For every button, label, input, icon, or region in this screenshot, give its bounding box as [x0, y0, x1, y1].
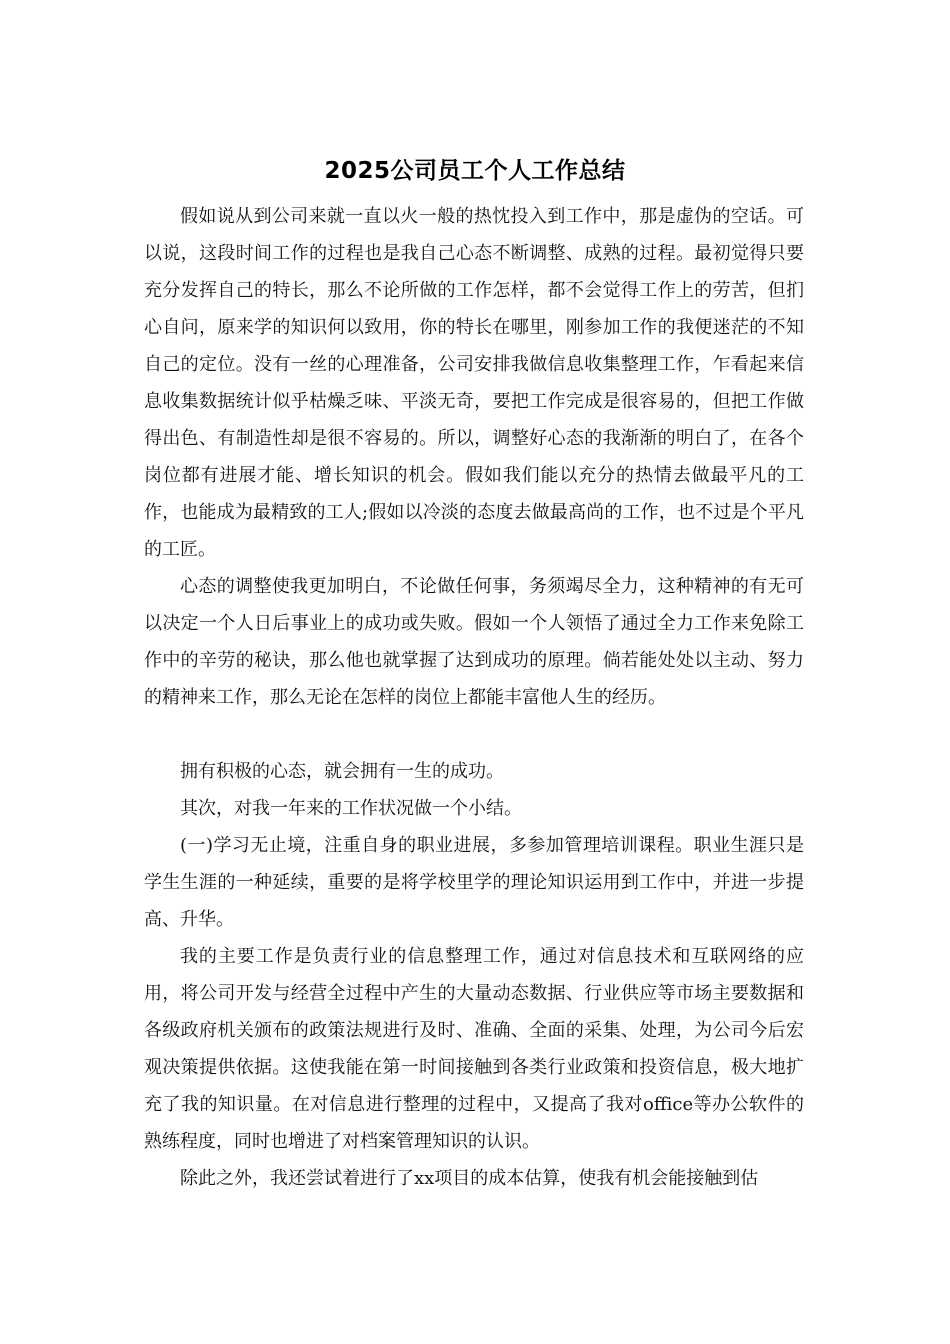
paragraph-3: 拥有积极的心态，就会拥有一生的成功。 — [180, 761, 504, 782]
paragraph-4: 其次，对我一年来的工作状况做一个小结。 — [180, 798, 522, 819]
paragraph-5: (一)学习无止境，注重自身的职业进展，多参加管理培训课程。职业生涯只是学生生涯的一种延续，重要的是将学校里学的理论知识运用到工作中，并进一步提高、升华。 — [144, 835, 804, 930]
paragraph-6: 我的主要工作是负责行业的信息整理工作，通过对信息技术和互联网络的应用，将公司开发与经营全过程中产生的大量动态数据、行业供应等市场主要数据和各级政府机关颁布的政策法规进行及时、准确、全面的采集、处理，为公司今后宏观决策提供依据。这使我能在第一时间接触到各类行业政策和投资信息，极大地扩充了我的知识量。在对信息进行整理的过程中，又提高了我对office等办公软件的熟练程度，同时也增进了对档案管理知识的认识。 — [144, 946, 804, 1152]
page-title: 2025公司员工个人工作总结 — [324, 158, 626, 184]
document-body — [144, 198, 804, 1197]
paragraph-7: 除此之外，我还尝试着进行了xx项目的成本估算，使我有机会能接触到估 — [180, 1168, 759, 1189]
paragraph-1: 假如说从到公司来就一直以火一般的热忱投入到工作中，那是虚伪的空话。可以说，这段时间工作的过程也是我自己心态不断调整、成熟的过程。最初觉得只要充分发挥自己的特长，那么不论所做的工作怎样，都不会觉得工作上的劳苦，但扪心自问，原来学的知识何以致用，你的特长在哪里，刚参加工作的我便迷茫的不知自己的定位。没有一丝的心理准备，公司安排我做信息收集整理工作，乍看起来信息收集数据统计似乎枯燥乏味、平淡无奇，要把工作完成是很容易的，但把工作做得出色、有制造性却是很不容易的。所以，调整好心态的我渐渐的明白了，在各个岗位都有进展才能、增长知识的机会。假如我们能以充分的热情去做最平凡的工作，也能成为最精致的工人;假如以冷淡的态度去做最高尚的工作，也不过是个平凡的工匠。 — [144, 206, 804, 560]
paragraph-2: 心态的调整使我更加明白，不论做任何事，务须竭尽全力，这种精神的有无可以决定一个人日后事业上的成功或失败。假如一个人领悟了通过全力工作来免除工作中的辛劳的秘诀，那么他也就掌握了达到成功的原理。倘若能处处以主动、努力的精神来工作，那么无论在怎样的岗位上都能丰富他人生的经历。 — [144, 576, 804, 708]
paragraph-spacer — [144, 716, 804, 753]
